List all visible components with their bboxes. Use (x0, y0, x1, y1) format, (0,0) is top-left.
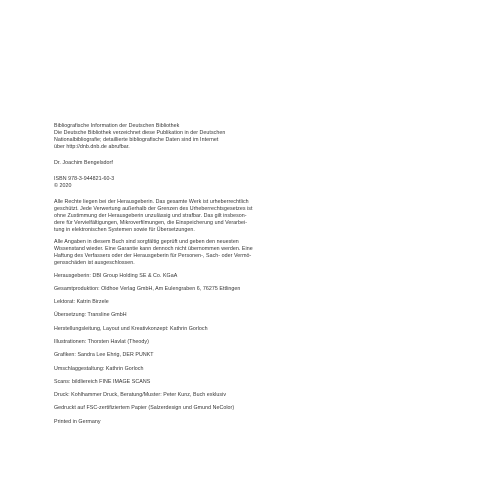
rights-line: Alle Rechte liegen bei der Herausgeberin. Das gesamte Werk ist urheberrechtlich (54, 199, 249, 205)
bibliographic-information (54, 123, 284, 151)
rights-notice (54, 199, 284, 234)
bibliography-line: über http://dnb.dnb.de abrufbar. (54, 144, 130, 150)
credit-graphics: Grafiken: Sandra Lee Ehrig, DER PUNKT (54, 352, 154, 359)
bibliography-line: Nationalbibliografie; detaillierte bibliografische Daten sind im Internet (54, 137, 219, 143)
credit-translation: Übersetzung: Transline GmbH (54, 312, 127, 319)
credit-publisher: Herausgeberin: DBI Group Holding SE & Co. KGaA (54, 272, 178, 279)
bibliography-line: Bibliografische Information der Deutschen Bibliothek (54, 123, 180, 129)
isbn-block (54, 176, 284, 190)
credit-paper: Gedruckt auf FSC-zertifiziertem Papier (Salzerdesign und Gmund NeColor) (54, 405, 235, 412)
disclaimer-line: gensschäden ist ausgeschlossen. (54, 259, 135, 266)
credit-cover-design: Umschlaggestaltung: Kathrin Gorloch (54, 365, 144, 372)
author-name: Dr. Joachim Bengelsdorf (54, 160, 113, 166)
rights-line: tung in elektronischen Systemen sowie für Übersetzungen. (54, 227, 195, 233)
disclaimer-line: Haftung des Verfassers oder der Herausgeberin für Personen-, Sach- oder Vermö- (54, 252, 252, 259)
credits-list (54, 273, 284, 426)
printed-in: Printed in Germany (54, 418, 101, 425)
rights-line: ohne Zustimmung der Herausgeberin unzulässig und strafbar. Das gilt insbeson- (54, 213, 247, 219)
credit-editing: Lektorat: Katrin Birzele (54, 299, 109, 306)
disclaimer-line: Wissenstand wieder. Eine Garantie kann dennoch nicht übernommen werden. Eine (54, 245, 253, 252)
credit-production: Gesamtproduktion: Oldhoe Verlag GmbH, Am Eulengraben 6, 76275 Ettlingen (54, 285, 241, 292)
credit-printing: Druck: Kohlhammer Druck, Beratung/Muster: Peter Kunz, Buch exklusiv (54, 392, 227, 399)
isbn: ISBN 978-3-944821-60-3 (54, 176, 115, 182)
rights-line: dere für Vervielfältigungen, Mikroverfilmungen, die Einspeicherung und Verarbei- (54, 220, 248, 226)
bibliography-line: Die Deutsche Bibliothek verzeichnet diese Publikation in der Deutschen (54, 130, 226, 136)
credit-layout: Herstellungsleitung, Layout und Kreativkonzept: Kathrin Gorloch (54, 325, 208, 332)
rights-line: geschützt. Jede Verwertung außerhalb der Grenzen des Urheberrechtsgesetzes ist (54, 206, 253, 212)
disclaimer-line: Alle Angaben in diesem Buch sind sorgfältig geprüft und geben den neuesten (54, 238, 239, 245)
disclaimer-notice (54, 239, 284, 267)
credit-illustrations: Illustrationen: Thorsten Havlat (Theody) (54, 338, 149, 345)
copyright: © 2020 (54, 183, 72, 189)
imprint-page (54, 123, 284, 432)
credit-scans: Scans: bildliereich FINE IMAGE SCANS (54, 378, 151, 385)
author-block (54, 160, 284, 167)
